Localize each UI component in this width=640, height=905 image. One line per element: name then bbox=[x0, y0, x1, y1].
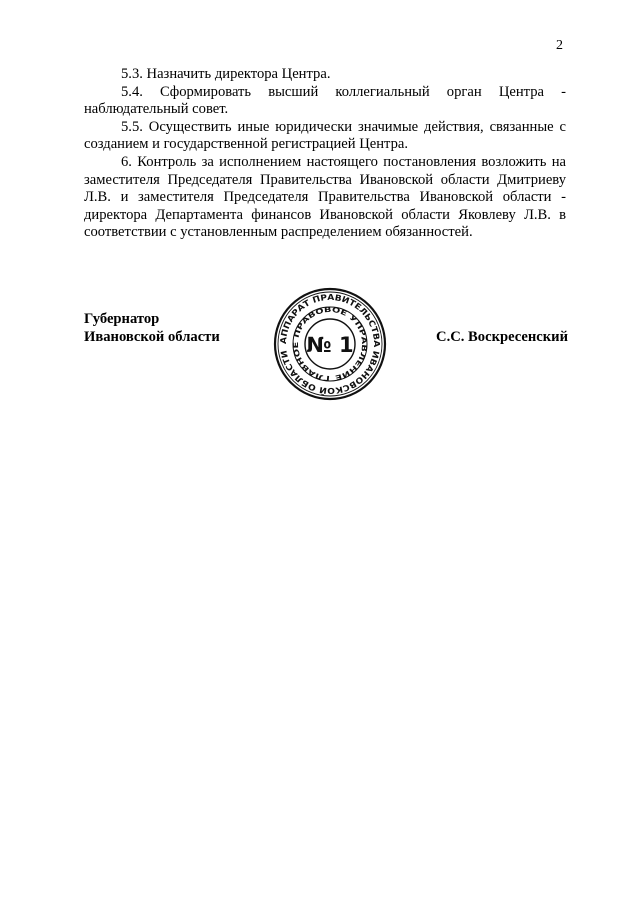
document-body bbox=[84, 66, 566, 242]
paragraph-5-5: 5.5. Осуществить иные юридически значимые действия, связанные с созданием и государственной регистрацией Центра. bbox=[84, 118, 566, 153]
page-number: 2 bbox=[556, 38, 563, 53]
paragraph-5-4: 5.4. Сформировать высший коллегиальный орган Центра - наблюдательный совет. bbox=[84, 83, 566, 118]
seal-outer-text: АППАРАТ ПРАВИТЕЛЬСТВА ИВАНОВСКОЙ ОБЛАСТИ bbox=[277, 291, 383, 397]
official-seal bbox=[273, 287, 387, 401]
signatory-title-line2: Ивановской области bbox=[84, 328, 220, 345]
signatory-title bbox=[84, 311, 220, 346]
paragraph-5-3: 5.3. Назначить директора Центра. bbox=[121, 66, 331, 82]
signatory-name: С.С. Воскресенский bbox=[436, 329, 568, 345]
seal-graphic bbox=[273, 287, 387, 401]
seal-center-number: № 1 bbox=[306, 333, 354, 357]
signatory-title-line1: Губернатор bbox=[84, 311, 160, 327]
paragraph-6: 6. Контроль за исполнением настоящего постановления возложить на заместителя Председателя Правительства Ивановской области Дмитриеву Л.В. и заместителя Председателя Правительства Ивановской области - директора Департамента финансов Ивановской области Яковлеву Л.В. в соответствии с установленным распределением обязанностей. bbox=[84, 153, 566, 241]
seal-inner-text: ГЛАВНОЕ ПРАВОВОЕ УПРАВЛЕНИЕ bbox=[291, 305, 369, 383]
